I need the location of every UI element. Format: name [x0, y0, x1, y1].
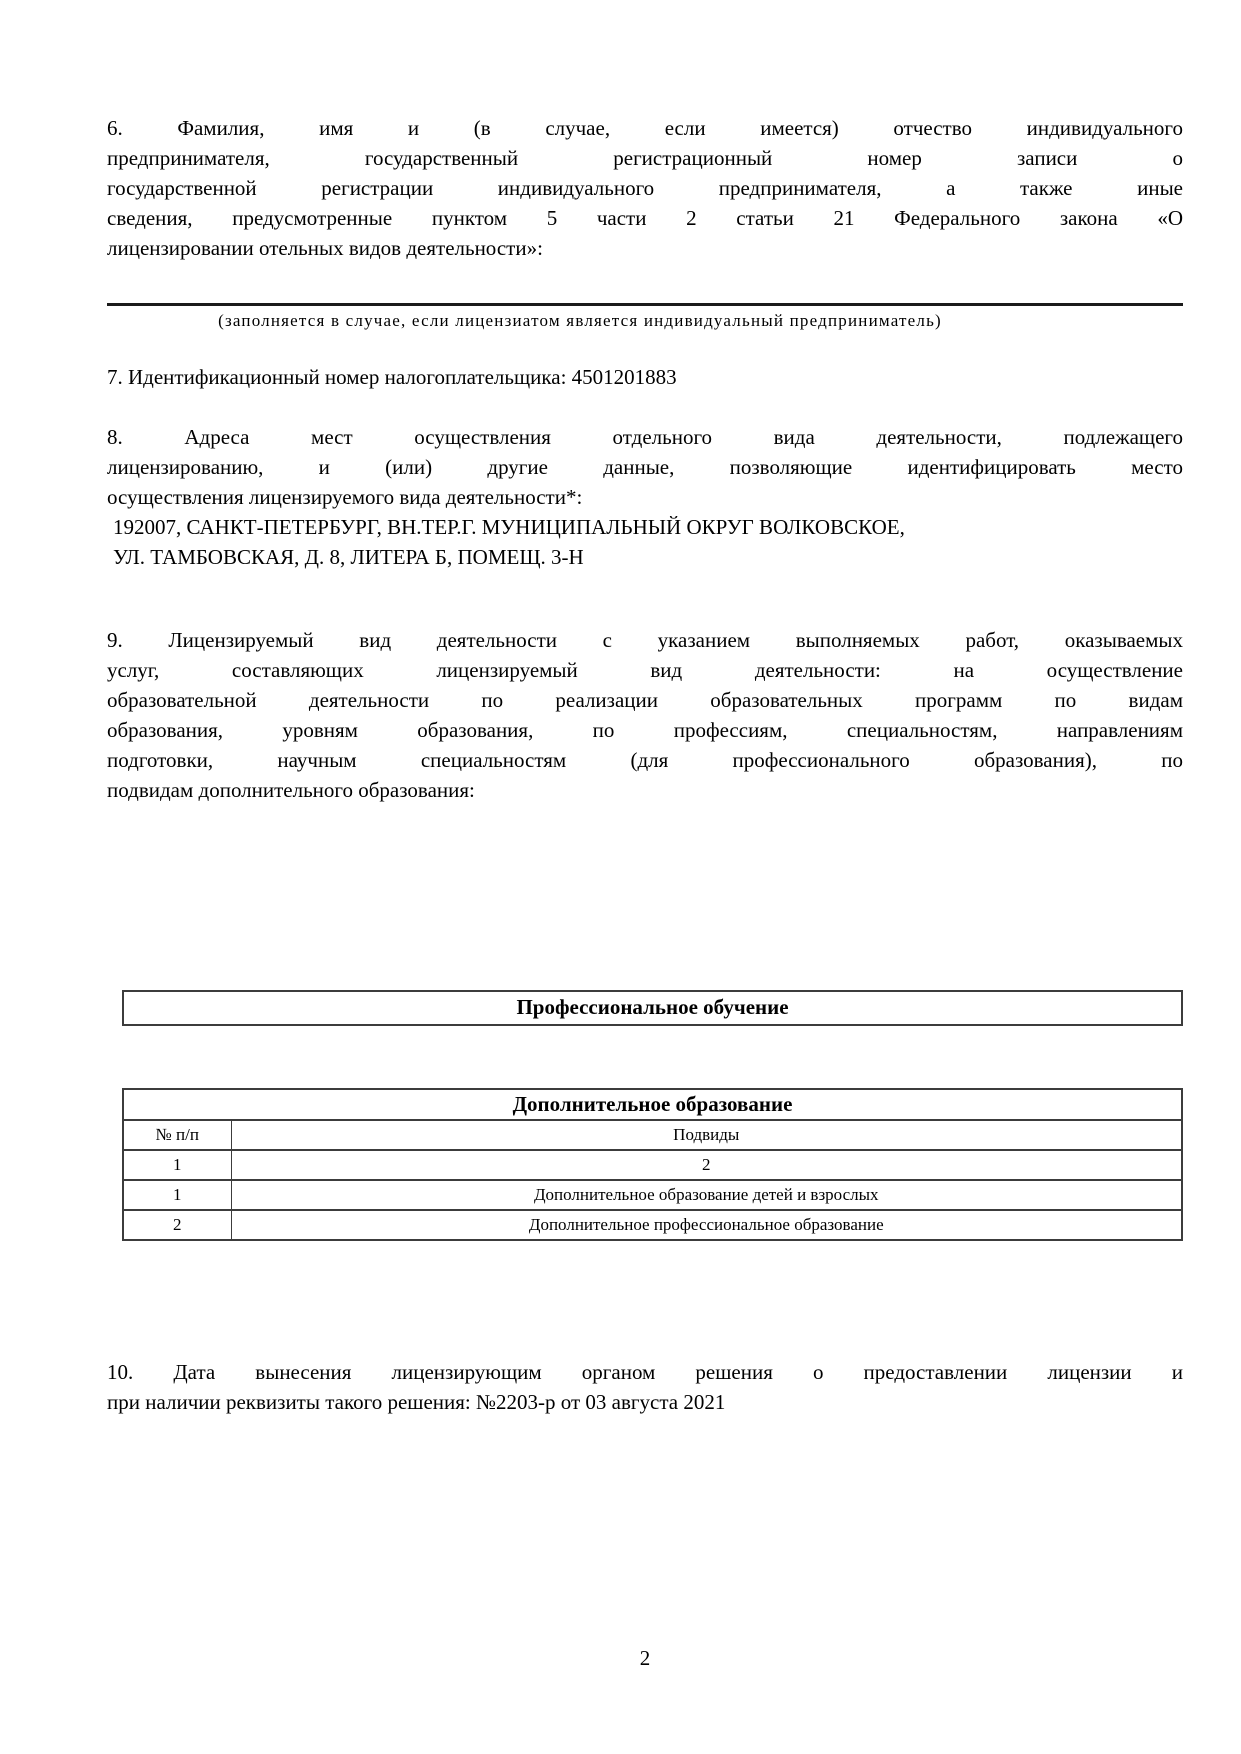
table-header-row [123, 1120, 1182, 1150]
paragraph-10-decision [107, 1357, 1183, 1417]
address-line: 192007, САНКТ-ПЕТЕРБУРГ, ВН.ТЕР.Г. МУНИЦИПАЛЬНЫЙ ОКРУГ ВОЛКОВСКОЕ, [113, 515, 905, 539]
additional-education-table [122, 1088, 1183, 1241]
paragraph-9-line: образовательной деятельности по реализации образовательных программ по видам [107, 688, 1183, 712]
paragraph-6-line: предпринимателя, государственный регистрационный номер записи о [107, 146, 1183, 170]
signature-caption: (заполняется в случае, если лицензиатом является индивидуальный предприниматель) [218, 311, 942, 330]
paragraph-6 [107, 113, 1183, 263]
column-header-num: № п/п [123, 1120, 231, 1150]
row-subtype: Дополнительное образование детей и взрослых [231, 1180, 1182, 1210]
paragraph-9-line: образования, уровням образования, по профессиям, специальностям, направлениям [107, 718, 1183, 742]
row-num: 1 [123, 1180, 231, 1210]
address-line: УЛ. ТАМБОВСКАЯ, Д. 8, ЛИТЕРА Б, ПОМЕЩ. 3-Н [113, 545, 584, 569]
table-column-number-row [123, 1150, 1182, 1180]
paragraph-6-line: государственной регистрации индивидуального предпринимателя, а также иные [107, 176, 1183, 200]
paragraph-6-line: 6. Фамилия, имя и (в случае, если имеется) отчество индивидуального [107, 116, 1183, 140]
paragraph-9-line: услуг, составляющих лицензируемый вид деятельности: на осуществление [107, 658, 1183, 682]
column-number: 1 [123, 1150, 231, 1180]
paragraph-6-line: лицензировании отельных видов деятельности»: [107, 236, 543, 260]
table-title-row [123, 1089, 1182, 1120]
paragraph-6-line: сведения, предусмотренные пунктом 5 части 2 статьи 21 Федерального закона «О [107, 206, 1183, 230]
paragraph-8-addresses [107, 422, 1183, 572]
professional-training-title: Профессиональное обучение [516, 995, 789, 1019]
table-row [123, 1210, 1182, 1240]
page-number: 2 [639, 1646, 651, 1670]
column-number: 2 [231, 1150, 1182, 1180]
paragraph-9-line: подготовки, научным специальностям (для профессионального образования), по [107, 748, 1183, 772]
row-subtype: Дополнительное профессиональное образование [231, 1210, 1182, 1240]
paragraph-10-line: при наличии реквизиты такого решения: №2203-р от 03 августа 2021 [107, 1390, 726, 1414]
table-title: Дополнительное образование [123, 1089, 1182, 1120]
table-row [123, 1180, 1182, 1210]
professional-training-title-box [122, 990, 1183, 1026]
paragraph-8-line: осуществления лицензируемого вида деятельности*: [107, 485, 583, 509]
paragraph-7-inn: 7. Идентификационный номер налогоплательщика: 4501201883 [107, 365, 677, 389]
paragraph-8-line: 8. Адреса мест осуществления отдельного вида деятельности, подлежащего [107, 425, 1183, 449]
paragraph-8-line: лицензированию, и (или) другие данные, позволяющие идентифицировать место [107, 455, 1183, 479]
paragraph-10-line: 10. Дата вынесения лицензирующим органом решения о предоставлении лицензии и [107, 1360, 1183, 1384]
paragraph-9-activity [107, 625, 1183, 805]
paragraph-9-line: 9. Лицензируемый вид деятельности с указанием выполняемых работ, оказываемых [107, 628, 1183, 652]
row-num: 2 [123, 1210, 231, 1240]
column-header-subtypes: Подвиды [231, 1120, 1182, 1150]
signature-field-block [107, 303, 1183, 332]
paragraph-9-line: подвидам дополнительного образования: [107, 778, 475, 802]
